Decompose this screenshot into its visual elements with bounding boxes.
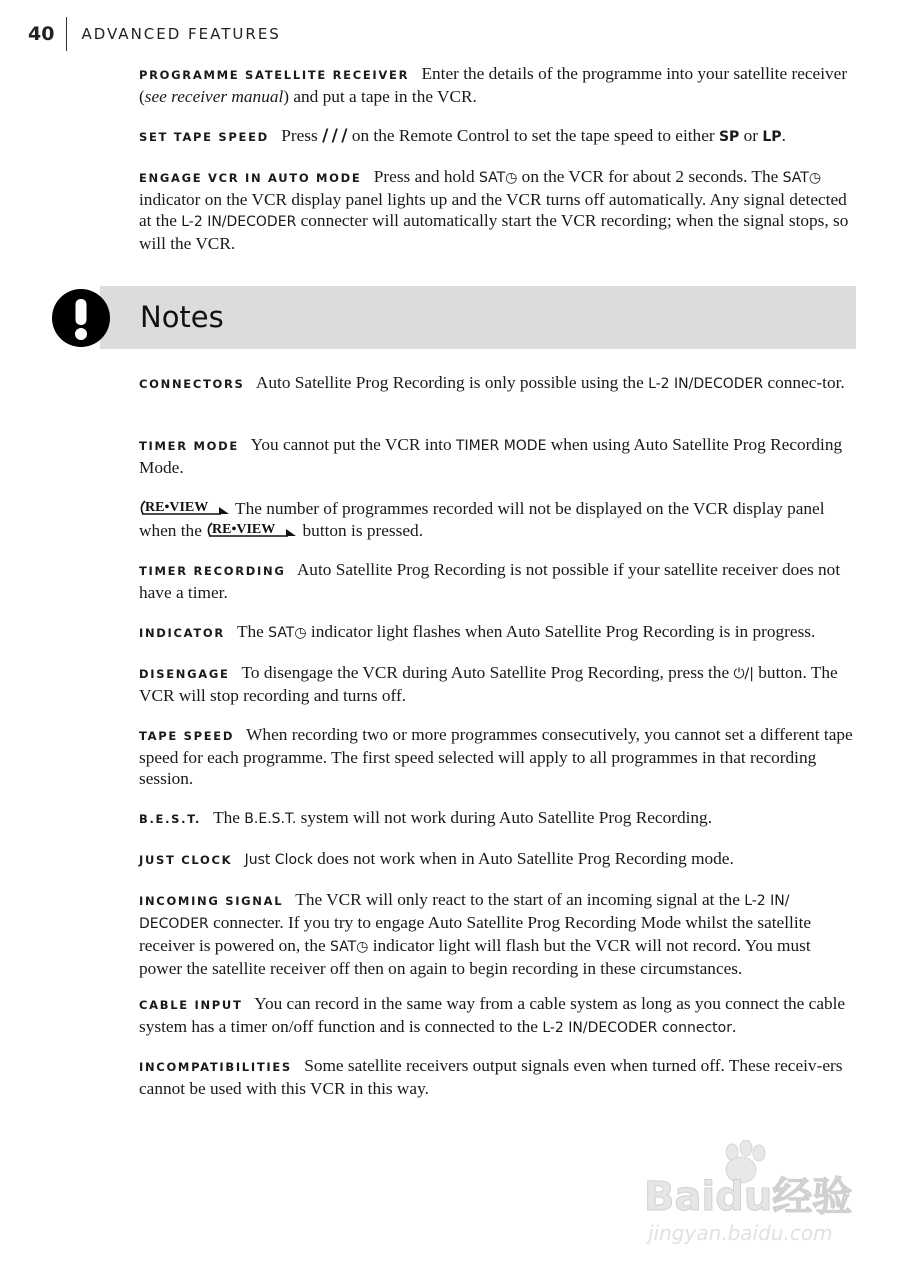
tape-speed-icon: / / / xyxy=(322,126,348,146)
notes-banner xyxy=(100,286,856,349)
para-label: CONNECTORS xyxy=(139,377,245,391)
note-timer-recording: TIMER RECORDING Auto Satellite Prog Recording is not possible if your satellite receiver does not have a timer. xyxy=(139,560,841,602)
review-logo-icon xyxy=(139,497,231,517)
svg-text:jingyan.baidu.com: jingyan.baidu.com xyxy=(648,1221,833,1245)
exclamation-icon xyxy=(52,289,110,347)
para-label: CABLE INPUT xyxy=(139,998,243,1012)
note-timer-mode: TIMER MODE You cannot put the VCR into TIMER MODE when using Auto Satellite Prog Recording Mode. xyxy=(139,435,843,477)
sat-timer-icon: SAT◷ xyxy=(782,170,822,186)
sat-timer-icon: SAT◷ xyxy=(478,170,518,186)
svg-text:RE•VIEW: RE•VIEW xyxy=(212,522,276,537)
note-connectors: CONNECTORS Auto Satellite Prog Recording is only possible using the L-2 IN/DECODER connec-tor. xyxy=(139,373,845,392)
para-label: B.E.S.T. xyxy=(139,812,202,826)
power-icon: ⏻/| xyxy=(733,666,754,682)
note-cable-input: CABLE INPUT You can record in the same way from a cable system as long as you connect the cable system has a timer on/off function and is connected to the L-2 IN/DECODER connector. xyxy=(139,994,846,1036)
para-label: INCOMPATIBILITIES xyxy=(139,1060,292,1074)
sat-timer-icon: SAT◷ xyxy=(268,625,307,641)
para-label: TAPE SPEED xyxy=(139,729,235,743)
svg-text:Baidu经验: Baidu经验 xyxy=(644,1174,853,1220)
page-number: 40 xyxy=(28,23,55,45)
note-review: RE•VIEW The number of programmes recorded will not be displayed on the VCR display panel when the RE•VIEW button is pressed. xyxy=(139,499,825,540)
note-disengage: DISENGAGE To disengage the VCR during Auto Satellite Prog Recording, press the ⏻/| button. The VCR will stop recording and turns off. xyxy=(139,663,838,705)
para-label: INDICATOR xyxy=(139,626,225,640)
section-title: ADVANCED FEATURES xyxy=(81,25,281,43)
review-logo-icon xyxy=(206,519,298,539)
para-label: INCOMING SIGNAL xyxy=(139,894,284,908)
note-indicator: INDICATOR The SAT◷ indicator light flashes when Auto Satellite Prog Recording is in progress. xyxy=(139,622,816,641)
header-divider xyxy=(66,17,67,51)
note-tape-speed: TAPE SPEED When recording two or more programmes consecutively, you cannot set a different tape speed for each programme. The first speed selected will apply to all programmes in that recording session. xyxy=(139,725,853,788)
note-best: B.E.S.T. The B.E.S.T. system will not work during Auto Satellite Prog Recording. xyxy=(139,808,713,827)
para-label: SET TAPE SPEED xyxy=(139,130,269,144)
para-label: TIMER MODE xyxy=(139,439,239,453)
note-just-clock: JUST CLOCK Just Clock does not work when in Auto Satellite Prog Recording mode. xyxy=(139,849,734,868)
para-programme-satellite-receiver: PROGRAMME SATELLITE RECEIVER Enter the details of the programme into your satellite receiver (see receiver manual) and put a tape in the VCR. xyxy=(139,64,848,106)
para-label: TIMER RECORDING xyxy=(139,564,286,578)
notes-title: Notes xyxy=(140,300,224,334)
para-set-tape-speed: SET TAPE SPEED Press / / / on the Remote Control to set the tape speed to either SP or LP. xyxy=(139,126,786,146)
baidu-watermark-logo xyxy=(640,1140,862,1248)
note-incompatibilities: INCOMPATIBILITIES Some satellite receivers output signals even when turned off. These receiv-ers cannot be used with this VCR in this way. xyxy=(139,1056,843,1098)
para-label: JUST CLOCK xyxy=(139,853,233,867)
para-label: DISENGAGE xyxy=(139,667,230,681)
para-label: PROGRAMME SATELLITE RECEIVER xyxy=(139,68,410,82)
para-engage-vcr-auto-mode: ENGAGE VCR IN AUTO MODE Press and hold SAT◷ on the VCR for about 2 seconds. The SAT◷ indicator on the VCR display panel lights up and the VCR turns off automatically. Any signal detected at the L-2 IN/DECODER connecter will automatically start the VCR recording; when the signal stops, so will the VCR. xyxy=(139,167,849,253)
svg-text:RE•VIEW: RE•VIEW xyxy=(145,500,209,515)
para-label: ENGAGE VCR IN AUTO MODE xyxy=(139,171,362,185)
note-incoming-signal: INCOMING SIGNAL The VCR will only react to the start of an incoming signal at the L-2 IN/ DECODER connecter. If you try to engage Auto Satellite Prog Recording Mode whilst the satellite receiver is powered on, the SAT◷ indicator light will flash but the VCR will not record. You must power the satellite receiver off then on again to begin recording in these circumstances. xyxy=(139,890,812,978)
page-header xyxy=(28,16,281,52)
sat-timer-icon: SAT◷ xyxy=(329,939,369,955)
